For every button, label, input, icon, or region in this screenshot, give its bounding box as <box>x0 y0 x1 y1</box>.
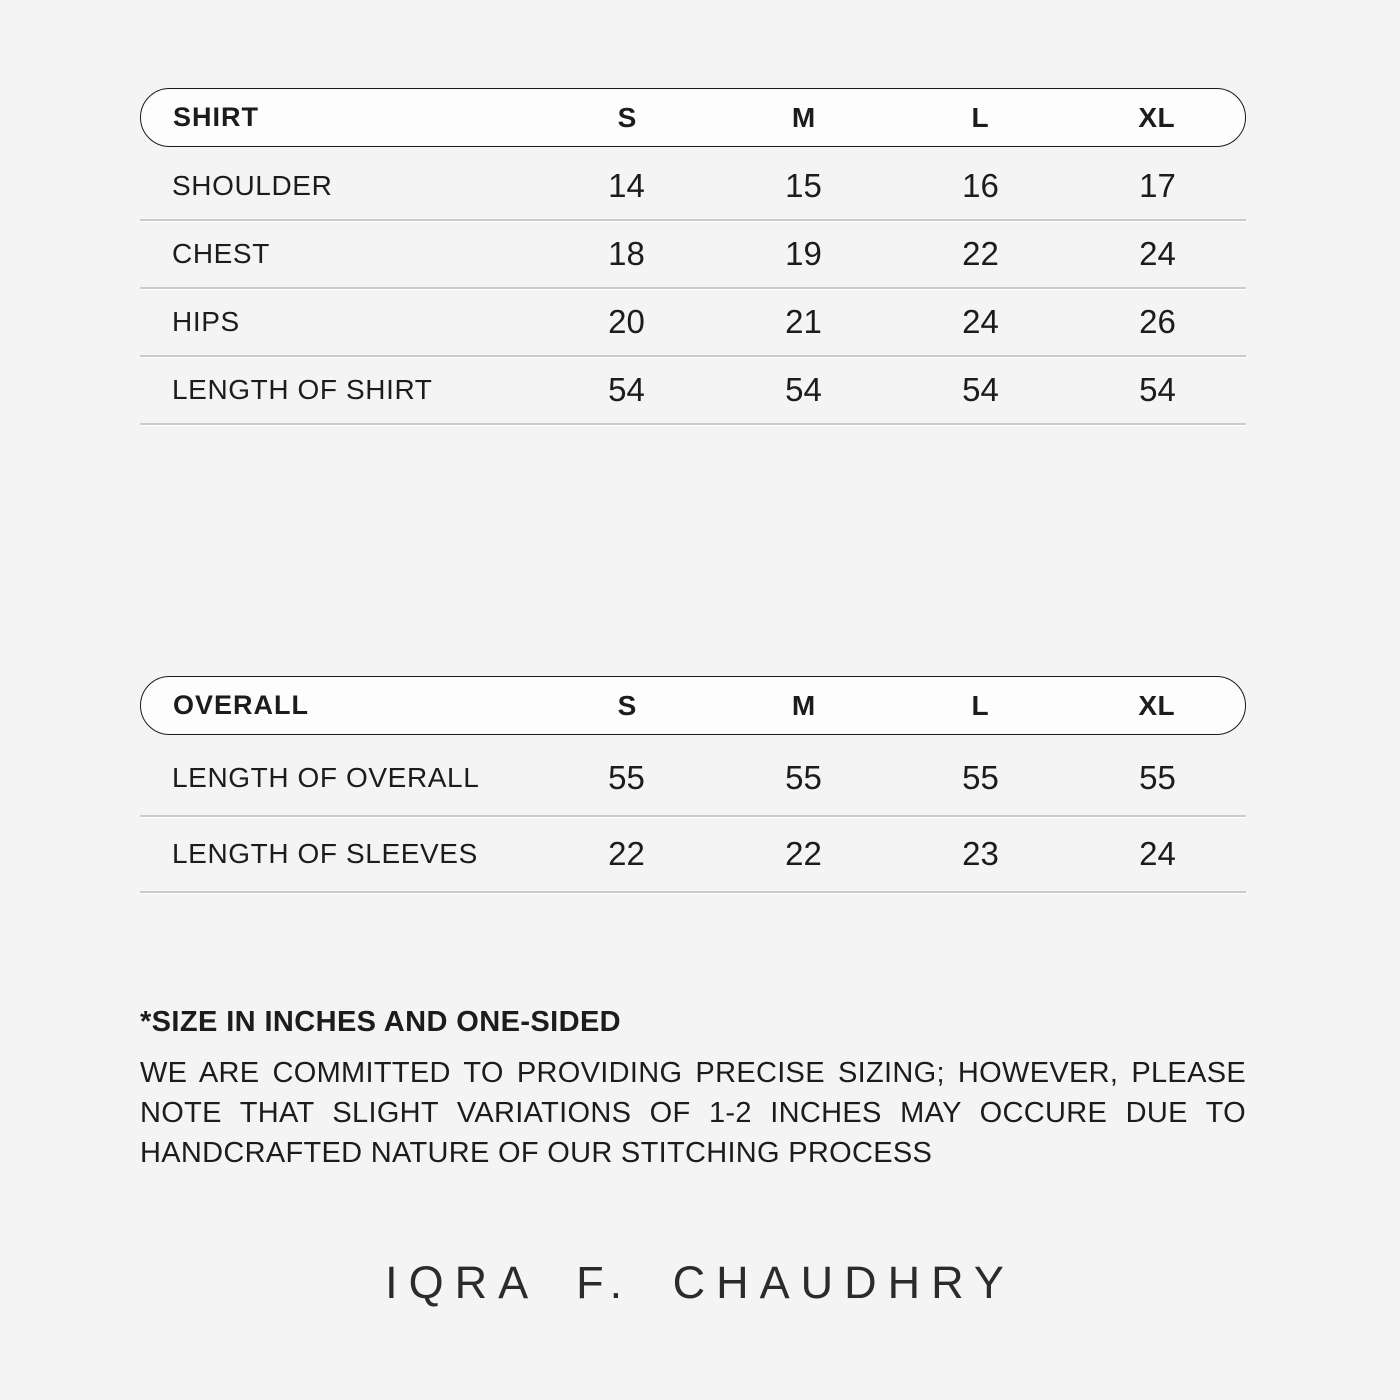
table-row <box>140 289 1246 357</box>
size-column-header-l: L <box>971 689 990 721</box>
shirt-table-header <box>140 88 1246 147</box>
row-label: LENGTH OF SLEEVES <box>172 838 478 869</box>
disclaimer-line: WE ARE COMMITTED TO PROVIDING PRECISE SIZING; HOWEVER, PLEASE <box>140 1057 1246 1089</box>
table-row <box>140 221 1246 289</box>
overall-table-rows <box>140 741 1246 893</box>
overall-table-header <box>140 676 1246 735</box>
cell-value: 24 <box>1139 235 1176 272</box>
size-column-header-s: S <box>617 101 637 133</box>
cell-value: 55 <box>608 759 645 796</box>
table-row <box>140 817 1246 893</box>
cell-value: 23 <box>962 835 999 872</box>
brand-wordmark: IQRA F. CHAUDHRY <box>385 1257 1015 1308</box>
disclaimer-line: NOTE THAT SLIGHT VARIATIONS OF 1-2 INCHES MAY OCCURE DUE TO <box>140 1097 1246 1129</box>
table-title: OVERALL <box>173 690 310 720</box>
cell-value: 19 <box>785 235 822 272</box>
size-column-header-xl: XL <box>1138 689 1176 721</box>
size-column-header-m: M <box>791 689 816 721</box>
cell-value: 18 <box>608 235 645 272</box>
table-row <box>140 357 1246 425</box>
disclaimer-heading: *SIZE IN INCHES AND ONE-SIDED <box>140 1006 622 1038</box>
cell-value: 22 <box>962 235 999 272</box>
size-column-header-xl: XL <box>1138 101 1176 133</box>
cell-value: 26 <box>1139 303 1176 340</box>
cell-value: 54 <box>608 371 645 408</box>
row-label: LENGTH OF SHIRT <box>172 374 433 405</box>
cell-value: 20 <box>608 303 645 340</box>
table-title: SHIRT <box>173 102 259 132</box>
row-label: HIPS <box>172 306 240 337</box>
cell-value: 15 <box>785 167 822 204</box>
table-row <box>140 153 1246 221</box>
row-label: SHOULDER <box>172 170 333 201</box>
size-column-header-l: L <box>971 101 990 133</box>
cell-value: 21 <box>785 303 822 340</box>
cell-value: 24 <box>1139 835 1176 872</box>
shirt-table-rows <box>140 153 1246 425</box>
cell-value: 55 <box>1139 759 1176 796</box>
overall-size-table <box>140 676 1246 893</box>
cell-value: 54 <box>785 371 822 408</box>
cell-value: 24 <box>962 303 999 340</box>
row-label: CHEST <box>172 238 270 269</box>
cell-value: 14 <box>608 167 645 204</box>
shirt-size-table <box>140 88 1246 425</box>
cell-value: 16 <box>962 167 999 204</box>
cell-value: 54 <box>1139 371 1176 408</box>
cell-value: 22 <box>608 835 645 872</box>
cell-value: 55 <box>962 759 999 796</box>
cell-value: 17 <box>1139 167 1176 204</box>
table-row <box>140 741 1246 817</box>
size-column-header-m: M <box>791 101 816 133</box>
disclaimer-line: HANDCRAFTED NATURE OF OUR STITCHING PROCESS <box>140 1137 933 1169</box>
size-column-header-s: S <box>617 689 637 721</box>
cell-value: 22 <box>785 835 822 872</box>
row-label: LENGTH OF OVERALL <box>172 762 480 793</box>
cell-value: 54 <box>962 371 999 408</box>
cell-value: 55 <box>785 759 822 796</box>
disclaimer-note <box>140 1006 1246 1173</box>
